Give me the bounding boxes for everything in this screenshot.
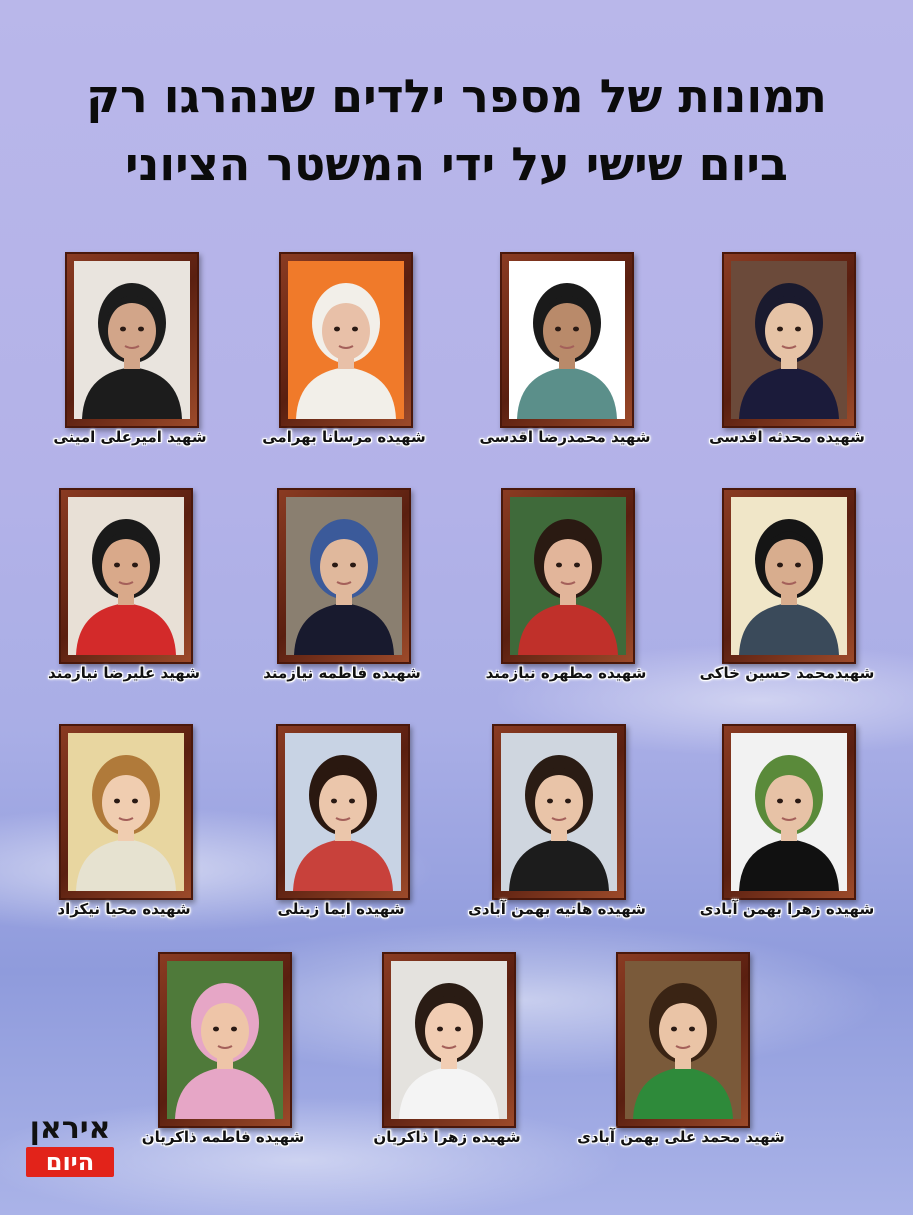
child-caption: شهيده مرسانا بهرامی (262, 428, 426, 446)
child-caption: شهيده محيا نيکزاد (57, 900, 191, 918)
child-caption: شهيده فاطمه نيازمند (263, 664, 421, 682)
photo-frame (722, 252, 856, 428)
logo-line-2: היום (26, 1147, 114, 1177)
photo-frame (277, 488, 411, 664)
photo-frame (65, 252, 199, 428)
photo-frame (500, 252, 634, 428)
child-photo (286, 497, 402, 655)
photo-frame (279, 252, 413, 428)
child-caption: شهيده هانيه بهمن آبادی (468, 900, 646, 918)
child-photo (167, 961, 283, 1119)
child-photo (68, 497, 184, 655)
child-caption: شهيده زهرا بهمن آبادی (699, 900, 875, 918)
photo-frame (722, 488, 856, 664)
child-caption: شهيده فاطمه ذاکريان (141, 1128, 305, 1146)
child-caption: شهيد اميرعلی امينی (53, 428, 207, 446)
child-photo (731, 497, 847, 655)
child-photo (731, 261, 847, 419)
child-photo (288, 261, 404, 419)
child-caption: شهيدمحمد حسين خاکی (699, 664, 875, 682)
photo-frame (382, 952, 516, 1128)
photo-frame (59, 488, 193, 664)
child-photo (391, 961, 507, 1119)
child-caption: شهيد محمد علی بهمن آبادی (577, 1128, 785, 1146)
child-photo (510, 497, 626, 655)
photo-frame (492, 724, 626, 900)
child-photo (501, 733, 617, 891)
photo-frame (158, 952, 292, 1128)
photo-frame (276, 724, 410, 900)
child-caption: شهيده زهرا ذاکريان (373, 1128, 521, 1146)
child-photo (285, 733, 401, 891)
photo-frame (59, 724, 193, 900)
child-caption: شهيد عليرضا نيازمند (48, 664, 200, 682)
photo-frame (616, 952, 750, 1128)
page-title (0, 62, 913, 198)
child-photo (509, 261, 625, 419)
brand-logo (26, 1111, 114, 1177)
logo-line-1: איראן (29, 1111, 111, 1146)
child-caption: شهيده محدثه اقدسی (709, 428, 865, 446)
child-caption: شهيد محمدرضا اقدسی (479, 428, 651, 446)
photo-frame (501, 488, 635, 664)
child-photo (625, 961, 741, 1119)
child-photo (731, 733, 847, 891)
child-caption: شهيده ايما زينلی (277, 900, 405, 918)
photo-frame (722, 724, 856, 900)
title-line-1: תמונות של מספר ילדים שנהרגו רק (86, 69, 827, 123)
child-photo (68, 733, 184, 891)
child-photo (74, 261, 190, 419)
title-line-2: ביום שישי על ידי המשטר הציוני (124, 137, 788, 191)
child-caption: شهيده مطهره نيازمند (485, 664, 647, 682)
